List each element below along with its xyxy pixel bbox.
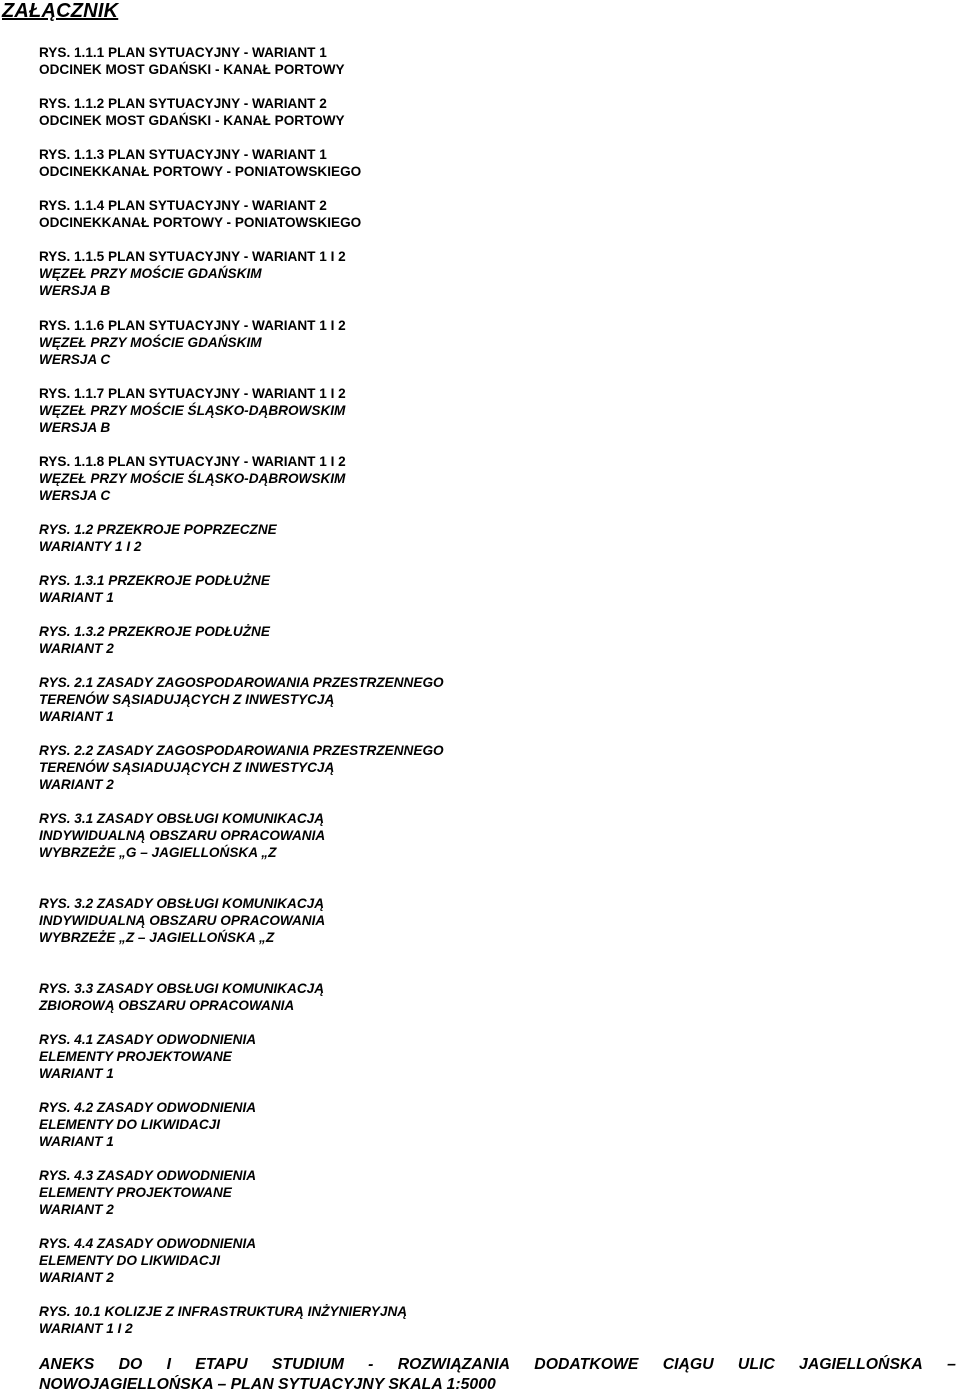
drawing-entry-title: RYS. 1.3.2 PRZEKROJE PODŁUŻNE: [39, 624, 270, 639]
drawing-entry-title: RYS. 4.2 ZASADY ODWODNIENIA: [39, 1100, 257, 1115]
drawing-entry: [39, 197, 361, 231]
page-title: ZAŁĄCZNIK: [2, 0, 119, 22]
drawing-entry-detail: WARIANT 1 I 2: [39, 1321, 133, 1337]
drawing-entry-title: RYS. 1.1.4 PLAN SYTUACYJNY - WARIANT 2: [39, 198, 327, 213]
drawing-entry-title: RYS. 1.1.5 PLAN SYTUACYJNY - WARIANT 1 I 2: [39, 249, 346, 264]
footer-word: ANEKS: [39, 1356, 95, 1373]
drawing-entry-title: RYS. 3.1 ZASADY OBSŁUGI KOMUNIKACJĄ: [39, 811, 325, 826]
drawing-entry-detail: WARIANT 1: [39, 590, 114, 606]
drawing-entry-detail: WERSJA C: [39, 488, 111, 504]
drawing-entry-detail: TERENÓW SĄSIADUJĄCYCH Z INWESTYCJĄ: [39, 760, 335, 776]
drawing-entry-title: RYS. 3.3 ZASADY OBSŁUGI KOMUNIKACJĄ: [39, 981, 325, 996]
drawing-entry-detail: WARIANT 2: [39, 1202, 114, 1218]
footer-word: -: [368, 1356, 374, 1373]
footer-word: I: [166, 1356, 171, 1373]
drawing-entry-detail: WARIANT 2: [39, 1270, 114, 1286]
drawing-entry-detail: WERSJA B: [39, 283, 111, 299]
drawing-entry-title: RYS. 1.1.7 PLAN SYTUACYJNY - WARIANT 1 I 2: [39, 386, 346, 401]
drawing-entry-detail: WYBRZEŻE „Z – JAGIELLOŃSKA „Z: [39, 930, 275, 946]
drawing-entry-title: RYS. 4.3 ZASADY ODWODNIENIA: [39, 1168, 257, 1183]
drawing-entry-detail: INDYWIDUALNĄ OBSZARU OPRACOWANIA: [39, 828, 326, 844]
drawing-entry-title: RYS. 3.2 ZASADY OBSŁUGI KOMUNIKACJĄ: [39, 896, 325, 911]
footer-word: ULIC: [737, 1356, 775, 1373]
drawing-entry-title: RYS. 1.1.1 PLAN SYTUACYJNY - WARIANT 1: [39, 45, 327, 60]
drawing-entry-detail: ELEMENTY PROJEKTOWANE: [39, 1049, 232, 1065]
drawing-entry-detail: WARIANT 2: [39, 641, 114, 657]
drawing-entry: [39, 1031, 256, 1083]
footer-word: ETAPU: [195, 1356, 248, 1373]
footer-line-2: NOWOJAGIELLOŃSKA – PLAN SYTUACYJNY SKALA 1:5000: [39, 1376, 496, 1393]
drawing-entry: [39, 623, 270, 657]
drawing-entry-title: RYS. 2.2 ZASADY ZAGOSPODAROWANIA PRZESTRZENNEGO: [39, 743, 444, 758]
drawing-entry: [39, 453, 346, 505]
drawing-entry-detail: WARIANT 1: [39, 709, 114, 725]
drawing-entry-title: RYS. 4.4 ZASADY ODWODNIENIA: [39, 1236, 257, 1251]
footer-word: CIĄGU: [662, 1356, 714, 1373]
footer-line-1: [39, 1355, 956, 1375]
drawing-entry-detail: TERENÓW SĄSIADUJĄCYCH Z INWESTYCJĄ: [39, 692, 335, 708]
drawing-entry: [39, 385, 346, 437]
drawing-entry-detail: ODCINEKKANAŁ PORTOWY - PONIATOWSKIEGO: [39, 164, 362, 180]
drawing-entry: [39, 248, 346, 300]
drawing-entry: [39, 810, 325, 862]
drawing-entry-title: RYS. 1.3.1 PRZEKROJE PODŁUŻNE: [39, 573, 270, 588]
drawing-entry-title: RYS. 2.1 ZASADY ZAGOSPODAROWANIA PRZESTRZENNEGO: [39, 675, 444, 690]
drawing-entry-detail: ODCINEK MOST GDAŃSKI - KANAŁ PORTOWY: [39, 113, 345, 129]
footer-word: ROZWIĄZANIA: [397, 1356, 511, 1373]
drawing-entry: [39, 317, 346, 369]
drawing-entry-detail: ZBIOROWĄ OBSZARU OPRACOWANIA: [39, 998, 295, 1014]
footer-word: –: [947, 1356, 956, 1373]
drawing-entry-title: RYS. 1.1.8 PLAN SYTUACYJNY - WARIANT 1 I 2: [39, 454, 346, 469]
footer-caption: [39, 1355, 956, 1395]
drawing-entry-detail: WĘZEŁ PRZY MOŚCIE GDAŃSKIM: [39, 335, 262, 351]
drawing-entry-detail: WARIANTY 1 I 2: [39, 539, 142, 555]
drawing-entry-title: RYS. 10.1 KOLIZJE Z INFRASTRUKTURĄ INŻYNIERYJNĄ: [39, 1304, 408, 1319]
drawing-entry-title: RYS. 1.1.3 PLAN SYTUACYJNY - WARIANT 1: [39, 147, 327, 162]
drawing-entry-detail: WARIANT 2: [39, 777, 114, 793]
drawing-entry-detail: ODCINEK MOST GDAŃSKI - KANAŁ PORTOWY: [39, 62, 345, 78]
footer-word: JAGIELLOŃSKA: [799, 1356, 923, 1373]
drawing-entry: [39, 1303, 407, 1337]
drawing-entry-detail: WĘZEŁ PRZY MOŚCIE ŚLĄSKO-DĄBROWSKIM: [39, 403, 346, 419]
drawing-entry-title: RYS. 4.1 ZASADY ODWODNIENIA: [39, 1032, 257, 1047]
drawing-entry: [39, 1235, 256, 1287]
drawing-entry: [39, 146, 361, 180]
footer-word: DODATKOWE: [534, 1356, 639, 1373]
drawing-entry: [39, 674, 444, 726]
drawing-entry-detail: WĘZEŁ PRZY MOŚCIE ŚLĄSKO-DĄBROWSKIM: [39, 471, 346, 487]
drawing-entry-detail: INDYWIDUALNĄ OBSZARU OPRACOWANIA: [39, 913, 326, 929]
drawing-entry: [39, 572, 270, 606]
drawing-entry-title: RYS. 1.1.6 PLAN SYTUACYJNY - WARIANT 1 I 2: [39, 318, 346, 333]
footer-word: STUDIUM: [271, 1356, 344, 1373]
drawing-entry: [39, 742, 444, 794]
drawing-entry: [39, 1099, 256, 1151]
drawing-entry: [39, 1167, 256, 1219]
drawing-entry-detail: ELEMENTY DO LIKWIDACJI: [39, 1117, 221, 1133]
drawing-entry-detail: WĘZEŁ PRZY MOŚCIE GDAŃSKIM: [39, 266, 262, 282]
drawing-entry: [39, 44, 345, 78]
footer-word: DO: [118, 1356, 143, 1373]
drawing-entry-detail: WERSJA C: [39, 352, 111, 368]
drawing-entry-title: RYS. 1.2 PRZEKROJE POPRZECZNE: [39, 522, 277, 537]
drawing-entry: [39, 95, 345, 129]
drawing-entry: [39, 895, 325, 947]
drawing-entry: [39, 521, 277, 555]
drawing-entry-detail: ELEMENTY DO LIKWIDACJI: [39, 1253, 221, 1269]
drawing-entry-detail: WARIANT 1: [39, 1134, 114, 1150]
drawing-entry-detail: WYBRZEŻE „G – JAGIELLOŃSKA „Z: [39, 845, 277, 861]
drawing-entry-title: RYS. 1.1.2 PLAN SYTUACYJNY - WARIANT 2: [39, 96, 327, 111]
drawing-entry-detail: WERSJA B: [39, 420, 111, 436]
drawing-entry-detail: ODCINEKKANAŁ PORTOWY - PONIATOWSKIEGO: [39, 215, 362, 231]
drawing-entry-detail: ELEMENTY PROJEKTOWANE: [39, 1185, 232, 1201]
drawing-entry: [39, 980, 324, 1014]
drawing-entry-detail: WARIANT 1: [39, 1066, 114, 1082]
